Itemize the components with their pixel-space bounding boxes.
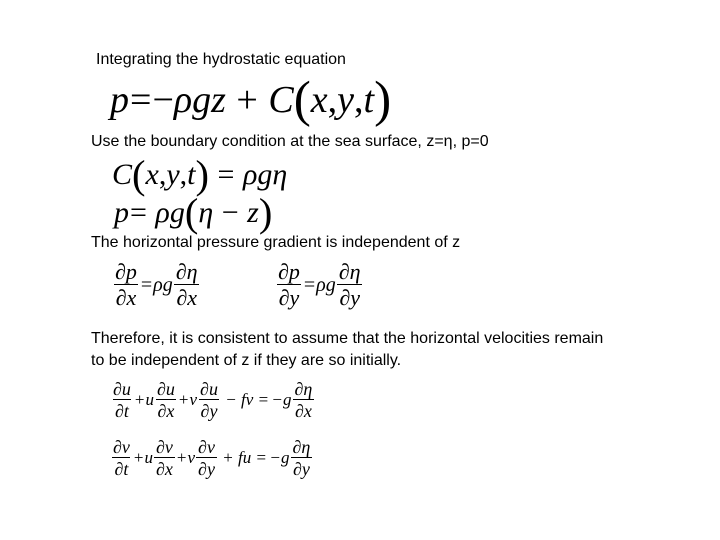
equation-gradient-y: $\frac{\partial p}{\partial y}$ = ρg $\frac{\partial\eta}{\partial y}$ <box>278 259 361 310</box>
equation-pressure-integrated: p = − ρgz + C ( x , y , t ) <box>110 71 392 129</box>
therefore-text-line2: to be independent of z if they are so initially. <box>91 352 402 369</box>
equation-gradient-x: $\frac{\partial p}{\partial x}$ = ρg $\frac{\partial\eta}{\partial x}$ <box>115 259 198 310</box>
equation-constant: C ( x , y , t ) = ρgη <box>112 151 288 197</box>
equation-momentum-v: $\frac{\partial v}{\partial t}$ + u $\frac{\partial v}{\partial x}$ + v $\frac{\partial v}{\partial y}$ + fu = − g $\frac{\partial\eta}{\partial y}$ <box>113 437 311 479</box>
pressure-gradient-text: The horizontal pressure gradient is independent of z <box>91 234 461 251</box>
heading-integrating: Integrating the hydrostatic equation <box>96 51 346 68</box>
therefore-text-line1: Therefore, it is consistent to assume that the horizontal velocities remain <box>91 330 604 347</box>
boundary-condition-text: Use the boundary condition at the sea surface, z=η, p=0 <box>91 133 489 150</box>
equation-pressure: p = ρg ( η − z ) <box>114 189 273 235</box>
equation-momentum-u: $\frac{\partial u}{\partial t}$ + u $\frac{\partial u}{\partial x}$ + v $\frac{\partial u}{\partial y}$ − fv = − g $\frac{\partial\eta}{\partial x}$ <box>113 379 313 421</box>
